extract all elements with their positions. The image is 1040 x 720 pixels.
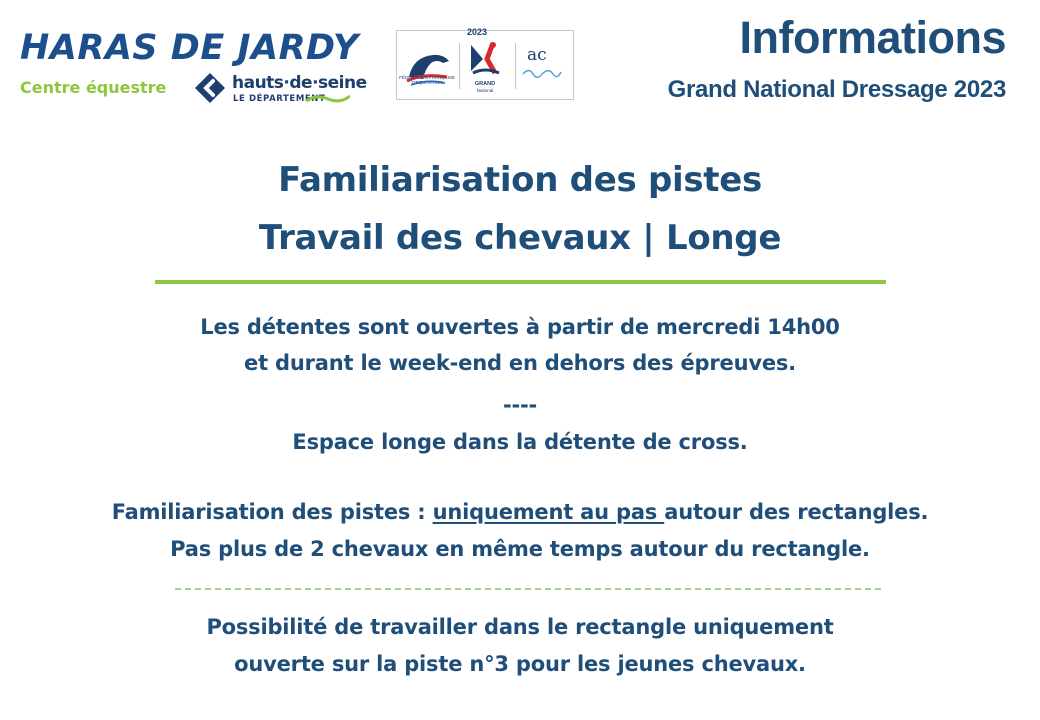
ac-script-signature-icon <box>521 65 563 79</box>
partner-separator <box>459 43 460 89</box>
grand-national-rider-logo-icon <box>463 39 507 79</box>
paragraph-line: Les détentes sont ouvertes à partir de mercredi 14h00 <box>200 315 840 339</box>
paragraph-line: ouverte sur la piste n°3 pour les jeunes chevaux. <box>234 652 806 676</box>
paragraph-line: et durant le week-end en dehors des épreuves. <box>244 351 796 375</box>
gn-label: GRAND <box>474 81 496 87</box>
ac-logo: ac <box>527 45 547 65</box>
info-subtitle: Grand National Dressage 2023 <box>667 76 1006 103</box>
main-title-line1: Familiarisation des pistes <box>278 160 762 200</box>
dashed-divider <box>175 588 881 590</box>
text-prefix: Familiarisation des pistes : <box>111 500 433 524</box>
green-divider <box>155 280 886 284</box>
text-suffix: autour des rectangles. <box>664 500 929 524</box>
dept-sub: LE DÉPARTEMENT <box>233 94 326 104</box>
ffe-text: FÉDÉRATION FRANÇAISE D'ÉQUITATION <box>399 75 455 85</box>
paragraph-line: Espace longe dans la détente de cross. <box>292 430 748 454</box>
main-title-line2: Travail des chevaux | Longe <box>258 218 782 258</box>
partner-logos <box>396 27 574 100</box>
paragraph-line-underlined <box>0 500 1040 524</box>
paragraph-line: Pas plus de 2 chevaux en même temps autour du rectangle. <box>170 537 870 561</box>
org-subtitle: Centre équestre <box>20 78 167 97</box>
wave-icon <box>306 92 350 104</box>
separator-text: ---- <box>502 393 538 417</box>
org-name: HARAS DE JARDY <box>20 28 359 68</box>
gn-sub: National <box>476 88 494 93</box>
ffe-horse-logo-icon <box>403 41 455 93</box>
partner-separator <box>515 43 516 89</box>
gn-year: 2023 <box>467 27 488 37</box>
info-title: Informations <box>739 12 1006 63</box>
dept-name: hauts·de·seine <box>232 73 367 93</box>
hauts-de-seine-logo <box>194 72 367 106</box>
underlined-text: uniquement au pas <box>432 500 665 524</box>
paragraph-line: Possibilité de travailler dans le rectangle uniquement <box>206 615 834 639</box>
hauts-de-seine-logo-icon <box>194 72 226 104</box>
